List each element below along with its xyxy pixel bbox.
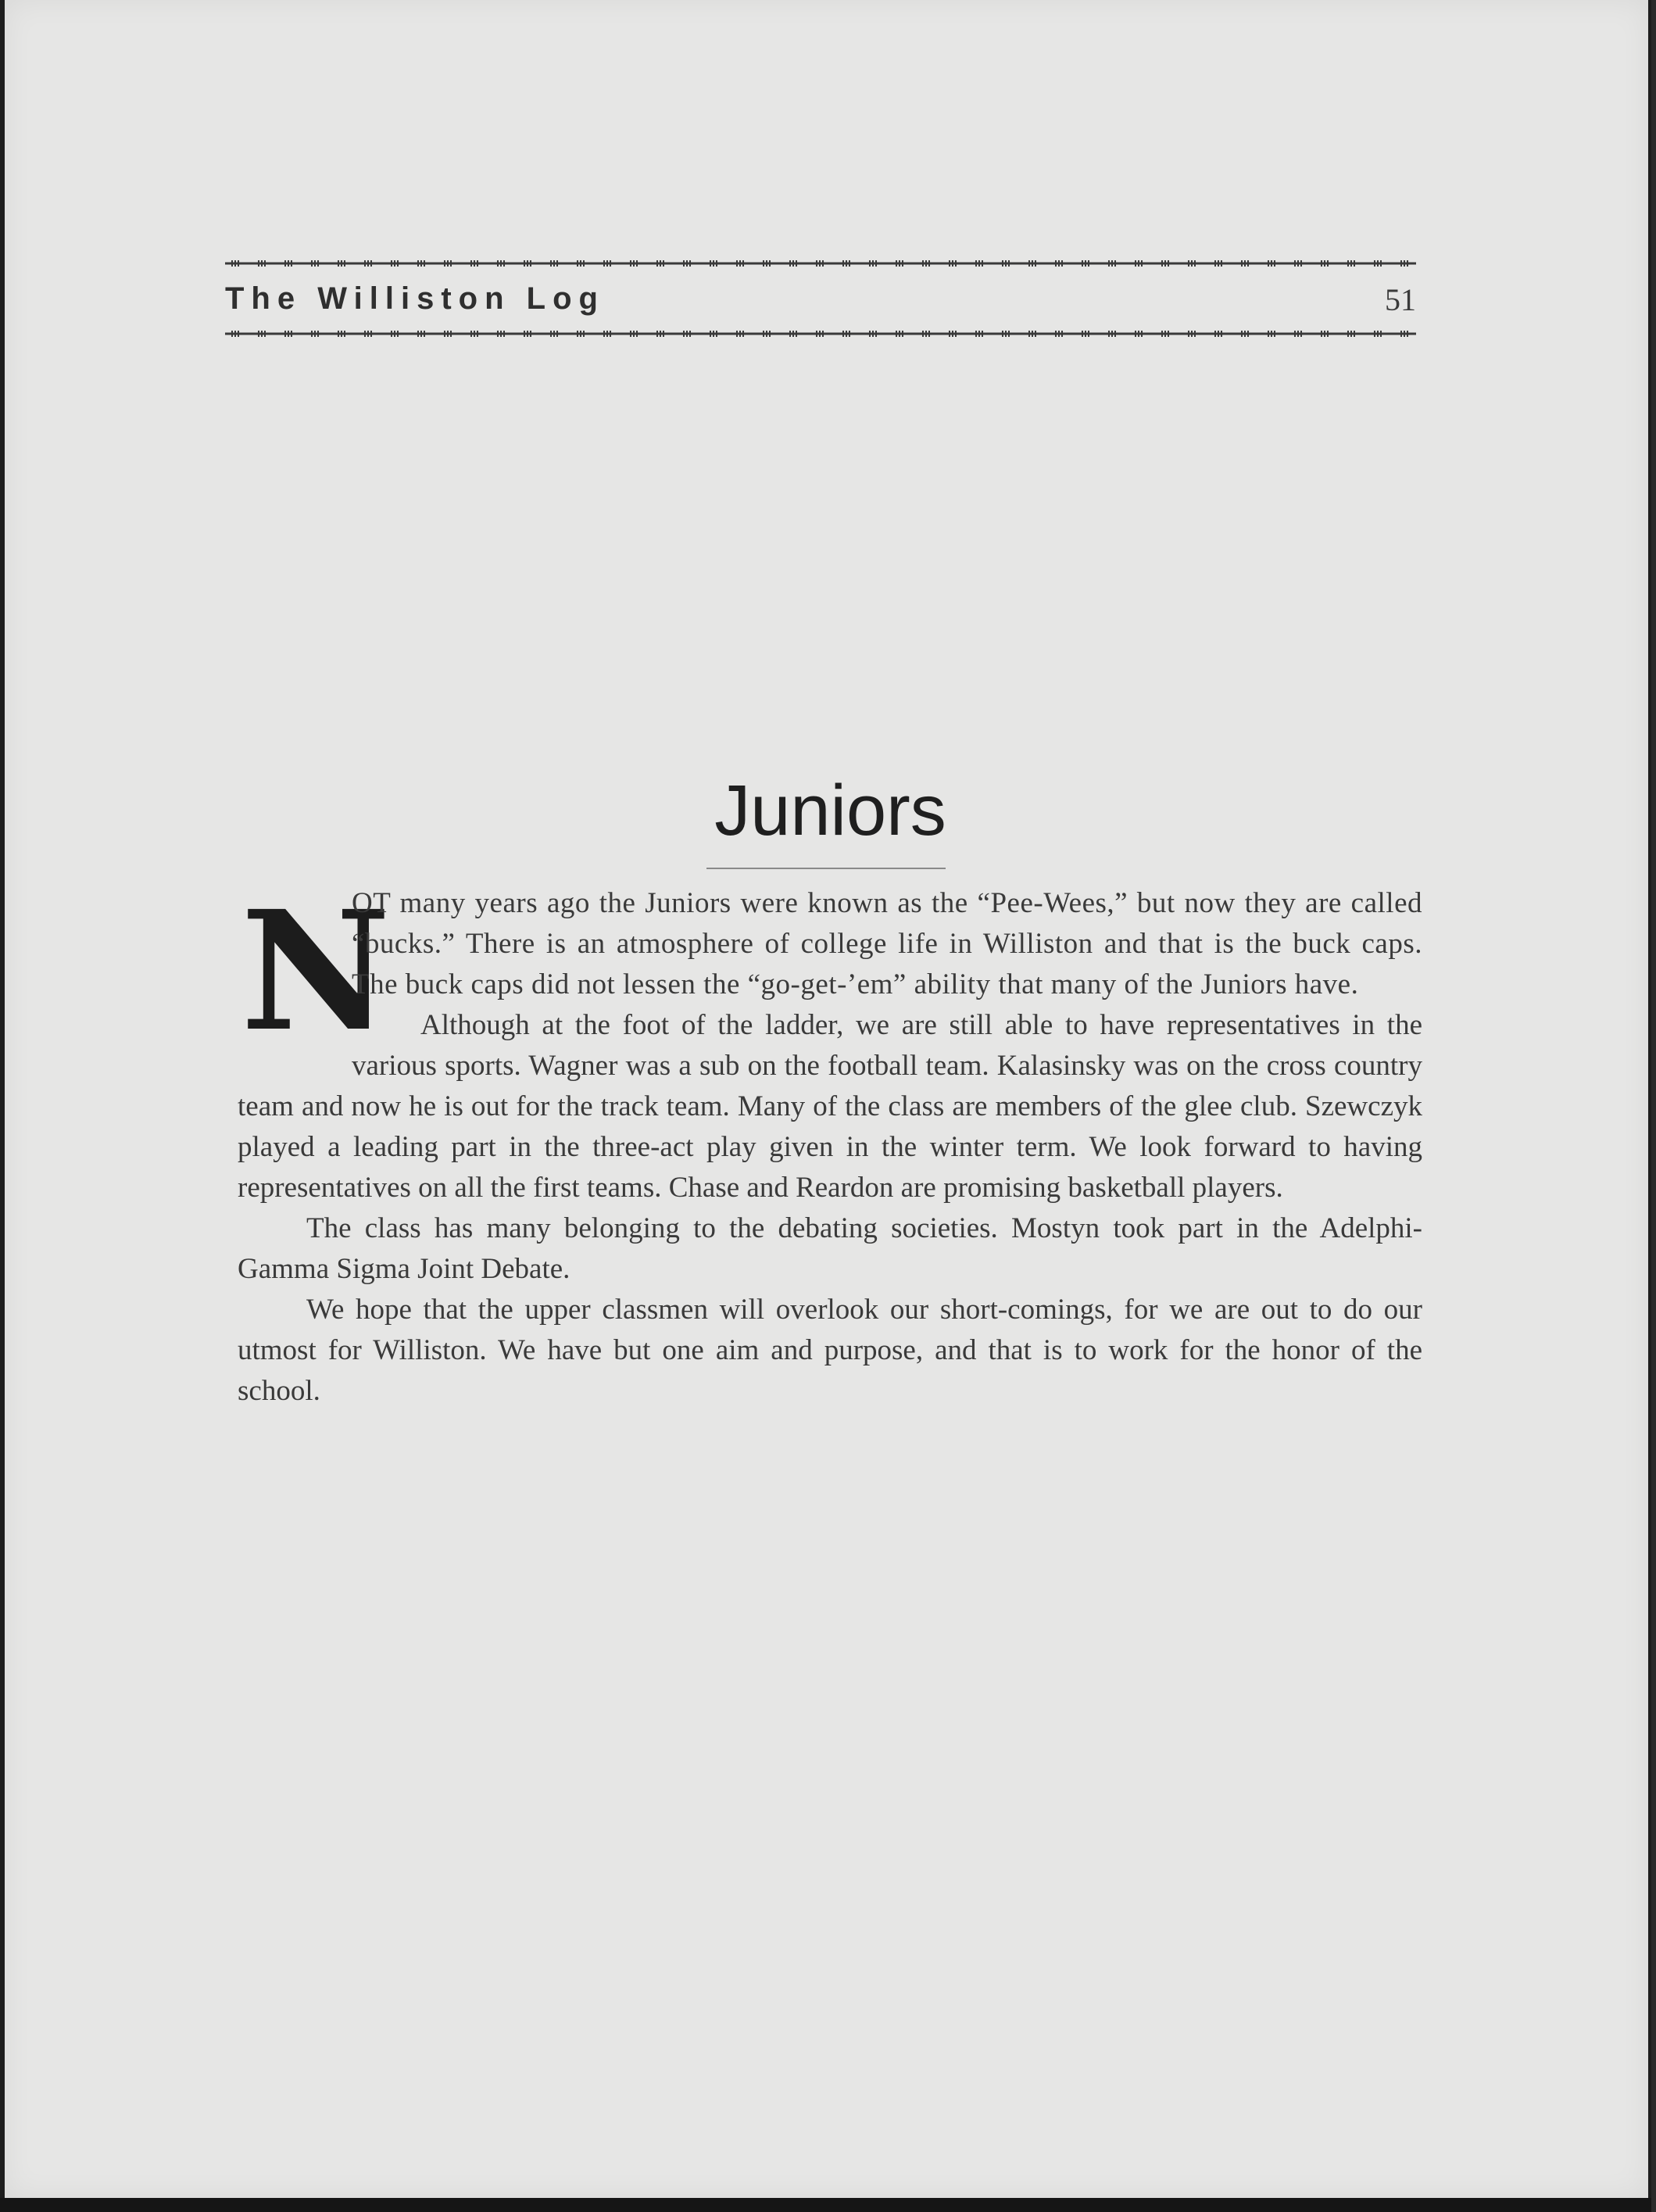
rule-ornament-tick — [234, 331, 236, 337]
rule-ornament-tick — [1141, 331, 1143, 337]
rule-ornament-tick — [556, 331, 558, 337]
rule-ornament-tick — [1168, 260, 1169, 267]
rule-ornament-tick — [1002, 260, 1003, 267]
rule-ornament-tick — [1274, 331, 1275, 337]
rule-ornament-tick — [474, 331, 475, 337]
rule-ornament-tick — [872, 260, 874, 267]
rule-ornament-tick — [1244, 331, 1246, 337]
rule-ornament-tick — [1168, 331, 1169, 337]
journal-title: The Williston Log — [225, 281, 605, 316]
rule-ornament-tick — [769, 331, 771, 337]
rule-ornament-tick — [1244, 260, 1246, 267]
rule-ornament-tick — [1241, 331, 1243, 337]
title-underline — [706, 868, 946, 869]
rule-ornament-tick — [952, 260, 953, 267]
scan-bottom-edge — [0, 2198, 1651, 2212]
running-head — [225, 281, 1416, 320]
rule-ornament-tick — [1035, 331, 1036, 337]
rule-ornament-tick — [1247, 331, 1249, 337]
rule-ornament-tick — [444, 331, 445, 337]
rule-ornament-tick — [470, 331, 472, 337]
rule-ornament-tick — [869, 331, 871, 337]
rule-ornament-tick — [583, 260, 585, 267]
rule-ornament-tick — [683, 260, 685, 267]
rule-ornament-tick — [1082, 260, 1083, 267]
rule-ornament-tick — [742, 331, 744, 337]
rule-ornament-tick — [1191, 331, 1193, 337]
rule-ornament-tick — [899, 260, 900, 267]
rule-ornament-tick — [925, 331, 927, 337]
rule-ornament-tick — [633, 260, 635, 267]
rule-ornament-tick — [1164, 331, 1166, 337]
rule-ornament-tick — [842, 331, 844, 337]
rule-ornament-tick — [1221, 260, 1222, 267]
rule-ornament-tick — [822, 331, 824, 337]
rule-ornament-tick — [397, 331, 399, 337]
rule-ornament-tick — [550, 260, 552, 267]
rule-ornament-tick — [922, 331, 924, 337]
rule-ornament-tick — [1108, 260, 1110, 267]
rule-ornament-tick — [1061, 331, 1063, 337]
rule-ornament-tick — [338, 260, 339, 267]
rule-ornament-tick — [656, 260, 658, 267]
rule-ornament-tick — [875, 331, 877, 337]
rule-ornament-tick — [606, 260, 608, 267]
rule-ornament-tick — [816, 260, 817, 267]
rule-ornament-tick — [288, 331, 289, 337]
rule-ornament-tick — [367, 331, 369, 337]
rule-ornament-tick — [1404, 331, 1405, 337]
rule-ornament-tick — [1085, 260, 1086, 267]
rule-ornament-tick — [1347, 331, 1349, 337]
rule-ornament-tick — [1088, 260, 1089, 267]
rule-ornament-tick — [713, 260, 714, 267]
rule-ornament-tick — [686, 260, 688, 267]
rule-ornament-tick — [420, 260, 422, 267]
rule-ornament-tick — [896, 331, 897, 337]
rule-ornament-tick — [583, 331, 585, 337]
rule-ornament-tick — [1294, 260, 1296, 267]
rule-ornament-tick — [238, 331, 239, 337]
rule-ornament-tick — [1108, 331, 1110, 337]
rule-ornament-tick — [1350, 260, 1352, 267]
rule-ornament-tick — [1214, 331, 1216, 337]
rule-ornament-tick — [636, 331, 638, 337]
rule-ornament-tick — [1300, 260, 1302, 267]
rule-ornament-tick — [1268, 260, 1269, 267]
rule-ornament-tick — [1218, 260, 1219, 267]
rule-ornament-tick — [1274, 260, 1275, 267]
rule-ornament-tick — [1188, 260, 1189, 267]
rule-ornament-tick — [1135, 331, 1136, 337]
rule-ornament-tick — [742, 260, 744, 267]
rule-ornament-tick — [822, 260, 824, 267]
rule-ornament-tick — [450, 260, 452, 267]
rule-ornament-tick — [1164, 260, 1166, 267]
rule-ornament-tick — [577, 331, 578, 337]
paragraph-1 — [238, 875, 1422, 1068]
rule-ornament-tick — [556, 260, 558, 267]
rule-ornament-tick — [284, 331, 286, 337]
rule-ornament-tick — [311, 331, 313, 337]
rule-ornament-tick — [1028, 260, 1030, 267]
rule-ornament-tick — [1374, 331, 1375, 337]
rule-ornament-tick — [1188, 331, 1189, 337]
rule-ornament-tick — [1141, 260, 1143, 267]
rule-ornament-tick — [367, 260, 369, 267]
rule-ornament-tick — [497, 331, 499, 337]
rule-ornament-tick — [763, 331, 764, 337]
rule-ornament-tick — [660, 331, 661, 337]
rule-ornament-tick — [1300, 331, 1302, 337]
rule-ornament-tick — [1354, 260, 1355, 267]
rule-ornament-tick — [477, 260, 478, 267]
rule-ornament-tick — [417, 260, 419, 267]
rule-ornament-tick — [314, 260, 316, 267]
rule-ornament-tick — [763, 260, 764, 267]
rule-ornament-tick — [1191, 260, 1193, 267]
rule-ornament-tick — [317, 331, 319, 337]
rule-ornament-tick — [291, 331, 292, 337]
rule-ornament-tick — [1297, 260, 1299, 267]
rule-ornament-tick — [1085, 331, 1086, 337]
rule-ornament-tick — [689, 331, 691, 337]
rule-ornament-tick — [739, 260, 741, 267]
rule-ornament-tick — [683, 331, 685, 337]
rule-ornament-tick — [284, 260, 286, 267]
rule-ornament-tick — [1138, 331, 1139, 337]
rule-ornament-tick — [231, 260, 233, 267]
rule-ornament-tick — [311, 260, 313, 267]
rule-ornament-tick — [1241, 260, 1243, 267]
rule-ornament-tick — [264, 260, 266, 267]
rule-ornament-tick — [503, 260, 505, 267]
rule-ornament-tick — [1138, 260, 1139, 267]
rule-ornament-tick — [792, 260, 794, 267]
rule-ornament-tick — [1400, 331, 1402, 337]
rule-ornament-tick — [1061, 260, 1063, 267]
page-number: 51 — [1385, 282, 1416, 317]
drop-cap-initial — [238, 875, 392, 1068]
rule-ornament-tick — [1377, 331, 1379, 337]
rule-ornament-tick — [955, 331, 957, 337]
rule-ornament-tick — [603, 260, 605, 267]
rule-ornament-tick — [370, 331, 372, 337]
rule-ornament-tick — [869, 260, 871, 267]
rule-ornament-tick — [975, 331, 977, 337]
rule-ornament-tick — [1082, 331, 1083, 337]
rule-ornament-tick — [397, 260, 399, 267]
rule-ornament-tick — [902, 260, 903, 267]
rule-ornament-tick — [497, 260, 499, 267]
rule-ornament-tick — [503, 331, 505, 337]
rule-ornament-tick — [1321, 331, 1322, 337]
drop-cap-letter: N — [241, 875, 392, 1068]
rule-ornament-tick — [663, 260, 664, 267]
rule-ornament-tick — [1407, 260, 1408, 267]
rule-ornament-tick — [288, 260, 289, 267]
paragraph-1-text: OT many years ago the Juniors were known as the “Pee-Wees,” but now they are called “bucks.” There is an atmosphere of college life in Williston and that is the buck caps. The buck caps did not lessen the “go-get-’em” ability that many of the Juniors have. — [352, 887, 1422, 1000]
rule-ornament-tick — [952, 331, 953, 337]
rule-ornament-tick — [975, 260, 977, 267]
rule-ornament-tick — [710, 331, 711, 337]
rule-ornament-tick — [344, 260, 345, 267]
rule-ornament-tick — [1380, 331, 1382, 337]
rule-ornament-tick — [264, 331, 266, 337]
rule-ornament-tick — [291, 260, 292, 267]
rule-ornament-tick — [391, 260, 392, 267]
rule-ornament-tick — [261, 260, 263, 267]
rule-ornament-tick — [338, 331, 339, 337]
rule-ornament-tick — [928, 331, 930, 337]
rule-ornament-tick — [739, 331, 741, 337]
rule-ornament-tick — [1005, 331, 1007, 337]
rule-ornament-tick — [603, 331, 605, 337]
rule-ornament-tick — [447, 260, 449, 267]
rule-ornament-tick — [530, 331, 531, 337]
rule-ornament-tick — [417, 331, 419, 337]
page — [5, 0, 1648, 2198]
rule-ornament-tick — [925, 260, 927, 267]
rule-ornament-tick — [789, 331, 791, 337]
article-body — [238, 875, 1422, 1412]
rule-ornament-tick — [1324, 260, 1325, 267]
rule-ornament-tick — [1294, 331, 1296, 337]
rule-ornament-tick — [314, 331, 316, 337]
rule-ornament-tick — [842, 260, 844, 267]
rule-ornament-tick — [1002, 331, 1003, 337]
rule-ornament-tick — [789, 260, 791, 267]
rule-ornament-tick — [580, 331, 581, 337]
rule-ornament-tick — [716, 331, 717, 337]
rule-ornament-tick — [1321, 260, 1322, 267]
paragraph-2: Although at the foot of the ladder, we are still able to have representatives in the various sports. Wagner was a sub on the football team. Kalasinsky was on the cross country team and now he is out for the track team. Many of the class are members of the glee club. Szewczyk played a leading part in the three-act play given in the winter term. We look forward to having representatives on all the first teams. Chase and Reardon are promising basketball players. — [238, 1009, 1422, 1204]
rule-ornament-tick — [364, 260, 366, 267]
rule-ornament-tick — [1032, 260, 1033, 267]
rule-ornament-tick — [766, 260, 767, 267]
rule-ornament-tick — [792, 331, 794, 337]
rule-ornament-tick — [766, 331, 767, 337]
rule-ornament-tick — [949, 331, 950, 337]
rule-ornament-tick — [922, 260, 924, 267]
rule-ornament-tick — [846, 331, 847, 337]
rule-ornament-tick — [577, 260, 578, 267]
rule-ornament-tick — [896, 260, 897, 267]
rule-ornament-tick — [1350, 331, 1352, 337]
rule-ornament-tick — [686, 331, 688, 337]
rule-ornament-tick — [846, 260, 847, 267]
rule-ornament-tick — [716, 260, 717, 267]
rule-ornament-tick — [1297, 331, 1299, 337]
rule-ornament-tick — [816, 331, 817, 337]
rule-ornament-tick — [394, 260, 395, 267]
rule-ornament-tick — [689, 260, 691, 267]
rule-ornament-tick — [364, 331, 366, 337]
rule-ornament-tick — [1008, 260, 1010, 267]
rule-ornament-tick — [394, 331, 395, 337]
rule-ornament-tick — [1247, 260, 1249, 267]
rule-ornament-tick — [424, 260, 425, 267]
rule-ornament-tick — [553, 260, 555, 267]
rule-ornament-tick — [1221, 331, 1222, 337]
rule-ornament-tick — [610, 260, 611, 267]
rule-ornament-tick — [899, 331, 900, 337]
rule-ornament-tick — [875, 260, 877, 267]
rule-ornament-tick — [1324, 331, 1325, 337]
rule-ornament-tick — [1327, 331, 1329, 337]
rule-ornament-tick — [553, 331, 555, 337]
rule-ornament-tick — [610, 331, 611, 337]
rule-ornament-tick — [317, 260, 319, 267]
rule-ornament-tick — [234, 260, 236, 267]
rule-ornament-tick — [633, 331, 635, 337]
rule-ornament-tick — [736, 260, 738, 267]
rule-ornament-tick — [527, 260, 528, 267]
rule-ornament-tick — [1354, 331, 1355, 337]
rule-ornament-tick — [420, 331, 422, 337]
rule-ornament-tick — [1055, 260, 1057, 267]
rule-ornament-tick — [1114, 331, 1116, 337]
rule-ornament-tick — [1214, 260, 1216, 267]
rule-ornament-tick — [1380, 260, 1382, 267]
rule-ornament-tick — [1404, 260, 1405, 267]
rule-ornament-tick — [1271, 260, 1272, 267]
rule-ornament-tick — [1111, 331, 1113, 337]
rule-ornament-tick — [796, 260, 797, 267]
rule-ornament-tick — [1035, 260, 1036, 267]
rule-ornament-tick — [902, 331, 903, 337]
rule-ornament-tick — [606, 331, 608, 337]
rule-ornament-tick — [370, 260, 372, 267]
rule-ornament-tick — [258, 331, 259, 337]
rule-ornament-tick — [982, 260, 983, 267]
rule-ornament-tick — [1055, 331, 1057, 337]
rule-ornament-tick — [524, 331, 525, 337]
rule-ornament-tick — [1407, 331, 1408, 337]
rule-ornament-tick — [341, 260, 342, 267]
rule-ornament-tick — [524, 260, 525, 267]
rule-ornament-tick — [1008, 331, 1010, 337]
rule-ornament-tick — [978, 331, 980, 337]
rule-ornament-tick — [1271, 331, 1272, 337]
rule-ornament-tick — [1028, 331, 1030, 337]
rule-ornament-tick — [1194, 331, 1196, 337]
rule-ornament-tick — [231, 331, 233, 337]
rule-ornament-tick — [1347, 260, 1349, 267]
rule-ornament-tick — [710, 260, 711, 267]
rule-ornament-tick — [1058, 331, 1060, 337]
rule-ornament-tick — [1194, 260, 1196, 267]
rule-ornament-tick — [872, 331, 874, 337]
rule-ornament-tick — [1161, 331, 1163, 337]
rule-ornament-tick — [1032, 331, 1033, 337]
rule-ornament-tick — [530, 260, 531, 267]
rule-ornament-tick — [527, 331, 528, 337]
rule-ornament-tick — [656, 331, 658, 337]
rule-ornament-tick — [1058, 260, 1060, 267]
rule-ornament-tick — [470, 260, 472, 267]
rule-ornament-tick — [477, 331, 478, 337]
rule-ornament-tick — [447, 331, 449, 337]
rule-ornament-tick — [391, 331, 392, 337]
rule-ornament-tick — [424, 331, 425, 337]
rule-ornament-tick — [450, 331, 452, 337]
rule-ornament-tick — [238, 260, 239, 267]
rule-ornament-tick — [1268, 331, 1269, 337]
rule-ornament-tick — [1088, 331, 1089, 337]
rule-ornament-tick — [849, 331, 850, 337]
rule-ornament-tick — [1114, 260, 1116, 267]
rule-ornament-tick — [955, 260, 957, 267]
rule-ornament-tick — [1218, 331, 1219, 337]
rule-ornament-tick — [796, 331, 797, 337]
rule-ornament-tick — [736, 331, 738, 337]
header-bottom-rule — [225, 330, 1416, 338]
rule-ornament-tick — [849, 260, 850, 267]
rule-ornament-tick — [500, 260, 502, 267]
rule-ornament-tick — [261, 331, 263, 337]
rule-ornament-tick — [1005, 260, 1007, 267]
rule-ornament-tick — [949, 260, 950, 267]
rule-ornament-tick — [769, 260, 771, 267]
rule-ornament-tick — [713, 331, 714, 337]
rule-ornament-tick — [928, 260, 930, 267]
rule-ornament-tick — [630, 331, 631, 337]
rule-ornament-tick — [1374, 260, 1375, 267]
rule-ornament-tick — [1135, 260, 1136, 267]
rule-ornament-tick — [444, 260, 445, 267]
rule-ornament-tick — [1111, 260, 1113, 267]
rule-ornament-tick — [1400, 260, 1402, 267]
rule-ornament-tick — [982, 331, 983, 337]
rule-ornament-tick — [630, 260, 631, 267]
rule-ornament-tick — [500, 331, 502, 337]
rule-ornament-tick — [1377, 260, 1379, 267]
rule-ornament-tick — [258, 260, 259, 267]
rule-ornament-tick — [341, 331, 342, 337]
rule-ornament-tick — [580, 260, 581, 267]
rule-ornament-tick — [1161, 260, 1163, 267]
paragraph-4: We hope that the upper classmen will overlook our short-comings, for we are out to do our utmost for Williston. We have but one aim and purpose, and that is to work for the honor of the school. — [238, 1294, 1422, 1407]
rule-ornament-tick — [636, 260, 638, 267]
rule-ornament-tick — [1327, 260, 1329, 267]
rule-ornament-tick — [660, 260, 661, 267]
rule-ornament-tick — [978, 260, 980, 267]
rule-ornament-tick — [344, 331, 345, 337]
header-top-rule — [225, 259, 1416, 267]
rule-ornament-tick — [474, 260, 475, 267]
rule-ornament-tick — [819, 260, 821, 267]
rule-ornament-tick — [819, 331, 821, 337]
rule-ornament-tick — [663, 331, 664, 337]
paragraph-3: The class has many belonging to the debating societies. Mostyn took part in the Adelphi-Gamma Sigma Joint Debate. — [238, 1212, 1422, 1285]
rule-ornament-tick — [550, 331, 552, 337]
section-title: Juniors — [714, 771, 946, 850]
